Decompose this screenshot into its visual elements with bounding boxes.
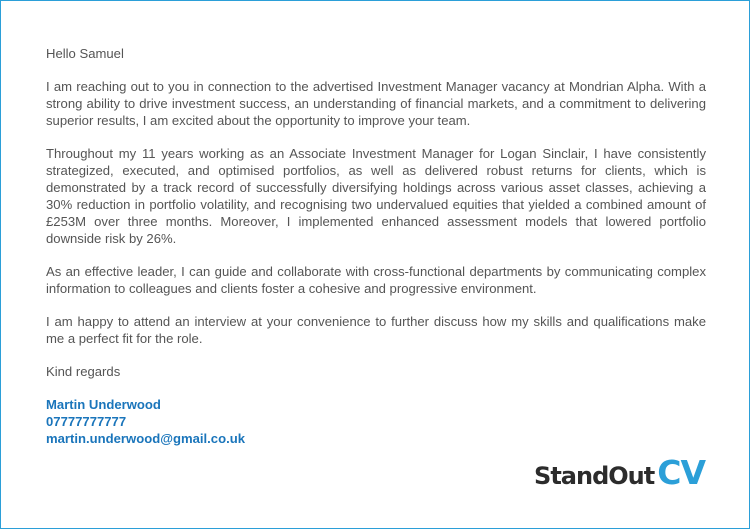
standout-cv-logo — [534, 453, 705, 492]
paragraph-leadership: As an effective leader, I can guide and collaborate with cross-functional departments by communicating complex information to colleagues and clients foster a cohesive and progressive environment. — [46, 264, 706, 296]
paragraph-experience: Throughout my 11 years working as an Associate Investment Manager for Logan Sinclair, I have consistently strategized, executed, and optimised portfolios, as well as delivered robust returns for clients, which is demonstrated by a track record of successfully diversifying holdings across various asset classes, achieving a 30% reduction in portfolio volatility, and recognising two undervalued equities that yielded a combined amount of £253M over three months. Moreover, I implemented enhanced assessment models that lowered portfolio downside risk by 26%. — [46, 146, 706, 246]
paragraph-interview: I am happy to attend an interview at your convenience to further discuss how my skills and qualifications make me a perfect fit for the role. — [46, 314, 706, 346]
logo-brand: StandOut — [534, 462, 655, 490]
logo-suffix: CV — [657, 453, 705, 492]
signature-phone: 07777777777 — [46, 414, 127, 429]
greeting: Hello Samuel — [46, 46, 124, 61]
paragraph-intro: I am reaching out to you in connection to the advertised Investment Manager vacancy at Mondrian Alpha. With a strong ability to drive investment success, an understanding of financial markets, and a commitment to delivering superior results, I am excited about the opportunity to improve your team. — [46, 79, 706, 128]
closing: Kind regards — [46, 364, 121, 379]
signature-email: martin.underwood@gmail.co.uk — [46, 431, 246, 446]
signature-block — [46, 396, 706, 447]
letter-body — [46, 45, 706, 447]
signature-name: Martin Underwood — [46, 397, 161, 412]
